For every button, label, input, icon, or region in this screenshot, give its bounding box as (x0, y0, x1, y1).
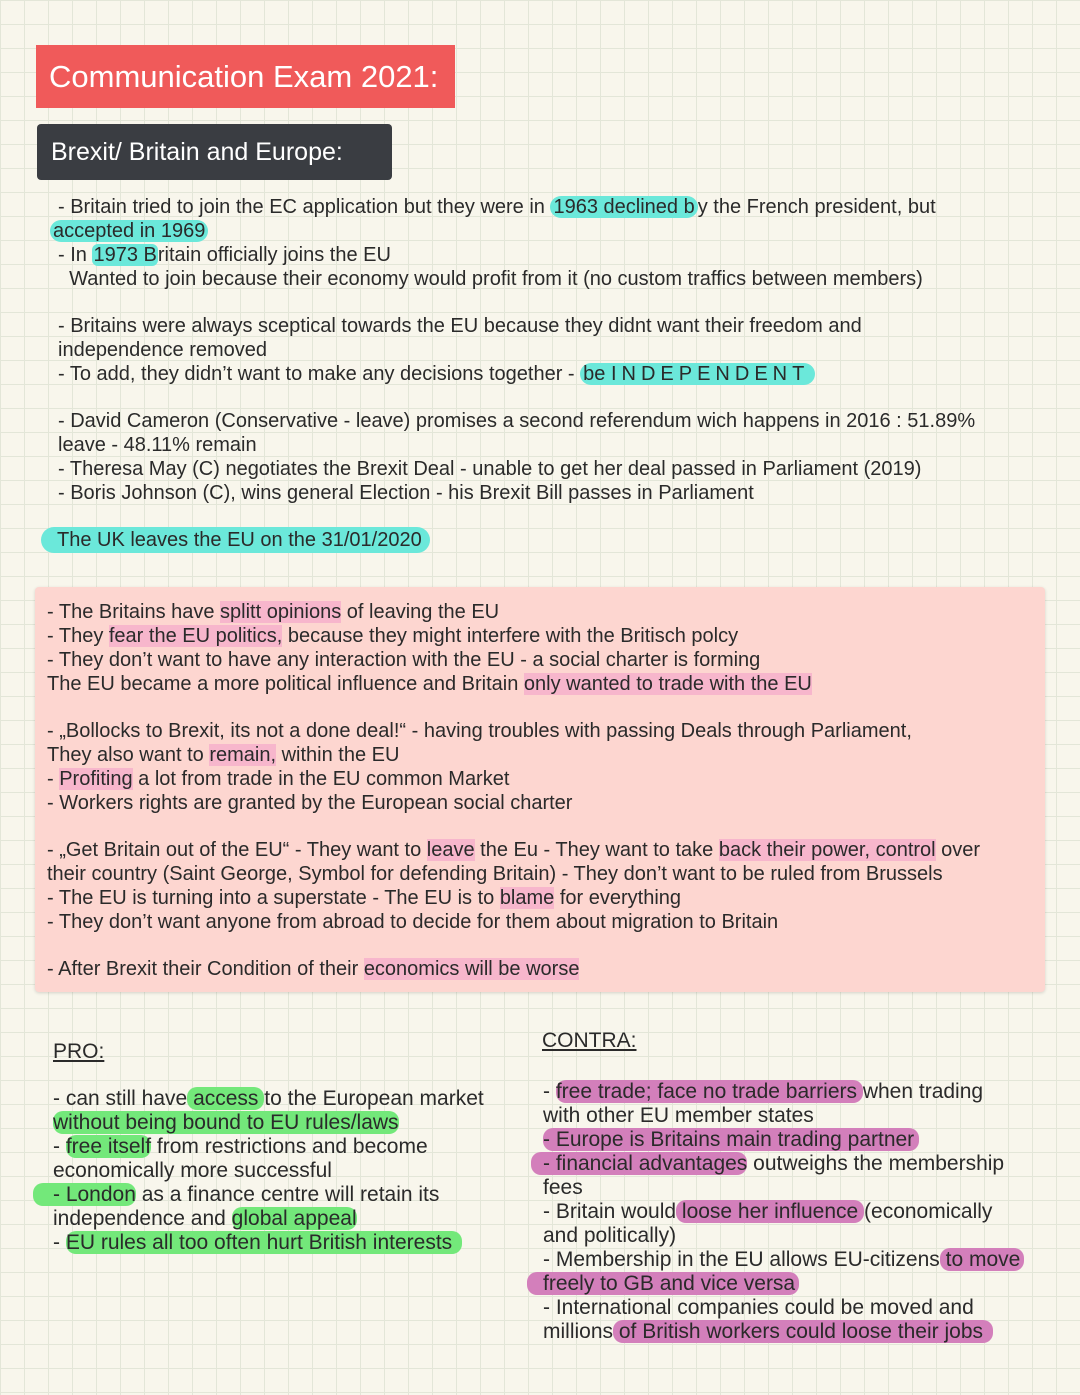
history-line: - Britains were always sceptical towards the EU because they didnt want their freedom and (58, 315, 862, 337)
history-line: - Boris Johnson (C), wins general Election - his Brexit Bill passes in Parliament (58, 482, 754, 504)
opinion-line: The EU became a more political influence and Britain only wanted to trade with the EU (47, 673, 812, 695)
history-line: leave - 48.11% remain (58, 434, 257, 456)
contra-item: - International companies could be moved and (543, 1296, 974, 1319)
pro-item: independence and global appeal (53, 1207, 357, 1230)
pro-heading: PRO: (53, 1040, 105, 1063)
opinion-line: - „Get Britain out of the EU“ - They want to leave the Eu - They want to take back their power, control over (47, 839, 981, 861)
contra-heading: CONTRA: (542, 1029, 637, 1052)
pro-item: without being bound to EU rules/laws (53, 1111, 399, 1134)
opinion-line: They also want to remain, within the EU (47, 744, 400, 766)
history-line: - David Cameron (Conservative - leave) promises a second referendum wich happens in 2016 : 51.89% (58, 410, 976, 432)
opinion-line: - They don’t want to have any interaction with the EU - a social charter is forming (47, 649, 761, 671)
pro-item: - can still have access to the European market (53, 1087, 484, 1110)
opinion-line: - They don’t want anyone from abroad to decide for them about migration to Britain (47, 911, 779, 933)
section-title: Brexit/ Britain and Europe: (37, 124, 392, 180)
contra-item: freely to GB and vice versa (527, 1271, 1024, 1295)
opinion-line: - Profiting a lot from trade in the EU common Market (47, 768, 510, 790)
history-line: - Theresa May (C) negotiates the Brexit Deal - unable to get her deal passed in Parliament (2019) (58, 458, 922, 480)
contra-item: millions of British workers could loose their jobs (543, 1319, 1024, 1343)
contra-item: with other EU member states (543, 1104, 814, 1127)
opinion-line: - „Bollocks to Brexit, its not a done deal!“ - having troubles with passing Deals through Parliament, (47, 720, 912, 742)
history-line: Wanted to join because their economy would profit from it (no custom traffics between members) (58, 268, 923, 290)
pro-item: - EU rules all too often hurt British interests (53, 1230, 484, 1254)
opinion-line: - After Brexit their Condition of their economics will be worse (47, 958, 580, 980)
contra-item: - free trade; face no trade barriers when trading (543, 1080, 984, 1103)
page-title: Communication Exam 2021: (36, 45, 455, 108)
contra-item: - financial advantages outweighs the membership (531, 1151, 1024, 1175)
pro-list (53, 1086, 484, 1254)
history-line: - To add, they didn’t want to make any decisions together - be INDEPENDENT (58, 362, 975, 386)
history-section (53, 195, 976, 552)
history-line: independence removed (58, 339, 268, 361)
history-line: The UK leaves the EU on the 31/01/2020 (41, 528, 975, 552)
opinion-line: their country (Saint George, Symbol for defending Britain) - They don’t want to be ruled from Brussels (47, 863, 943, 885)
pro-item: - London as a finance centre will retain its (33, 1182, 484, 1206)
pro-item: - free itself from restrictions and become (53, 1135, 428, 1158)
history-line: - Britain tried to join the EC application but they were in 1963 declined b y the French president, but (58, 196, 936, 218)
contra-item: fees (543, 1176, 583, 1199)
history-line: - In 1973 Britain officially joins the EU (58, 244, 391, 266)
contra-item: and politically) (543, 1224, 677, 1247)
contra-list (543, 1079, 1024, 1343)
opinion-line: - Workers rights are granted by the European social charter (47, 792, 573, 814)
opinions-section (47, 600, 980, 981)
opinion-line: - They fear the EU politics, because they might interfere with the Britisch polcy (47, 625, 739, 647)
contra-item: - Membership in the EU allows EU-citizens to move (543, 1247, 1024, 1271)
contra-item: - Britain would loose her influence (economically (543, 1200, 993, 1223)
history-line: accepted in 1969 (50, 219, 975, 243)
opinion-line: - The EU is turning into a superstate - The EU is to blame for everything (47, 887, 682, 909)
opinion-line: - The Britains have splitt opinions of leaving the EU (47, 601, 500, 623)
pro-item: economically more successful (53, 1159, 332, 1182)
contra-item: - Europe is Britains main trading partner (543, 1127, 1024, 1151)
